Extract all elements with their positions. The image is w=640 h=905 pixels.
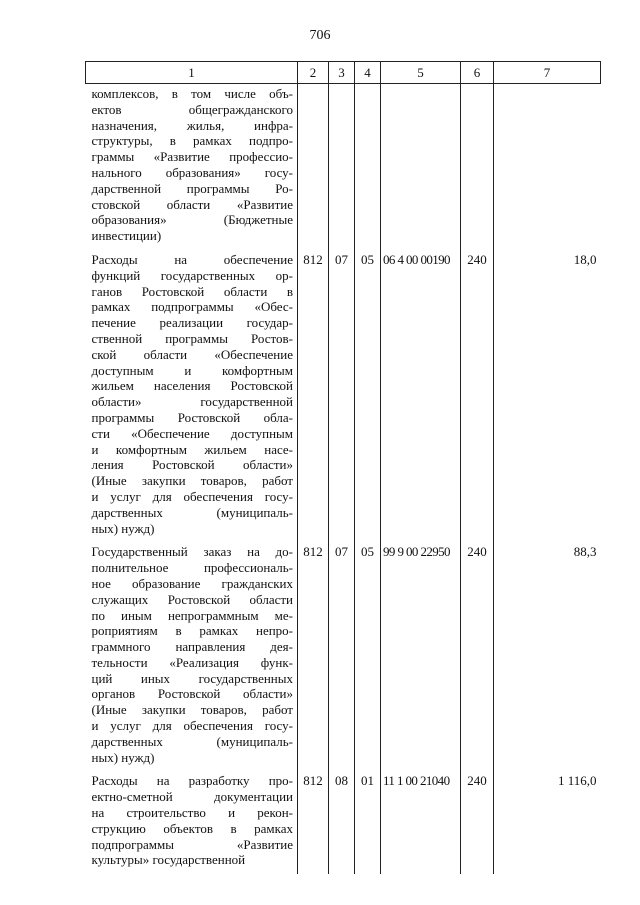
description-line: дарственных (муниципаль- bbox=[91, 733, 293, 749]
row-expense-type-code: 240 bbox=[461, 250, 494, 542]
header-col-1: 1 bbox=[86, 62, 298, 84]
description-line: рамках подпрограммы «Обес- bbox=[91, 299, 293, 315]
description-line: Расходы на обеспечение bbox=[91, 251, 293, 267]
description-line: ное образование гражданских bbox=[91, 575, 293, 591]
description-line: функций государственных ор- bbox=[91, 267, 293, 283]
row-amount: 88,3 bbox=[573, 544, 597, 560]
description-line: ственной программы Ростов- bbox=[91, 330, 293, 346]
description-line: ления Ростовской области» bbox=[91, 457, 293, 473]
row-ministry-code: 812 bbox=[298, 771, 329, 874]
description-line: тельности «Реализация функ- bbox=[91, 654, 293, 670]
row-section-code: 07 bbox=[329, 250, 355, 542]
description-line: по иным непрограммным ме- bbox=[91, 607, 293, 623]
description-line: сти «Обеспечение доступным bbox=[91, 425, 293, 441]
description-line: и услуг для обеспечения госу- bbox=[91, 488, 293, 504]
description-line: ных) нужд) bbox=[91, 520, 155, 536]
description-line: нального образования» госу- bbox=[91, 164, 293, 180]
row-amount: 18,0 bbox=[573, 251, 597, 267]
page-number: 706 bbox=[309, 28, 331, 43]
row-description bbox=[86, 542, 298, 771]
description-line: органов Ростовской области» bbox=[91, 686, 293, 702]
header-col-4: 4 bbox=[355, 62, 381, 84]
table-row bbox=[86, 542, 601, 771]
description-line: и услуг для обеспечения госу- bbox=[91, 718, 293, 734]
description-line: структуры, в рамках подпро- bbox=[91, 133, 293, 149]
row-ministry-code: 812 bbox=[298, 250, 329, 542]
description-line: жильем населения Ростовской bbox=[91, 378, 293, 394]
row-ministry-code: 812 bbox=[298, 542, 329, 771]
row-section-code: 08 bbox=[329, 771, 355, 874]
table-body bbox=[86, 84, 601, 875]
description-line: служащих Ростовской области bbox=[91, 591, 293, 607]
description-line: печение реализации государ- bbox=[91, 315, 293, 331]
table-row bbox=[86, 84, 601, 250]
description-line: на строительство и рекон- bbox=[91, 805, 293, 821]
description-line: доступным и комфортным bbox=[91, 362, 293, 378]
header-col-3: 3 bbox=[329, 62, 355, 84]
row-description bbox=[86, 84, 298, 250]
row-expense-type-code: 240 bbox=[461, 542, 494, 771]
row-section-code bbox=[329, 84, 355, 250]
row-target-article-code: 06 4 00 00190 bbox=[381, 250, 461, 542]
row-target-article-code: 99 9 00 22950 bbox=[381, 542, 461, 771]
description-line: ектно-сметной документации bbox=[91, 789, 293, 805]
row-amount: 1 116,0 bbox=[557, 773, 597, 789]
row-subsection-code bbox=[355, 84, 381, 250]
description-line: ганов Ростовской области в bbox=[91, 283, 293, 299]
description-line: образования» (Бюджетные bbox=[91, 212, 293, 228]
description-line: ций иных государственных bbox=[91, 670, 293, 686]
row-subsection-code: 05 bbox=[355, 542, 381, 771]
description-line: области» государственной bbox=[91, 394, 293, 410]
row-target-article-code bbox=[381, 84, 461, 250]
row-description bbox=[86, 250, 298, 542]
description-line: программы Ростовской обла- bbox=[91, 409, 293, 425]
header-col-7: 7 bbox=[494, 62, 601, 84]
description-line: полнительное профессиональ- bbox=[91, 560, 293, 576]
description-line: ных) нужд) bbox=[91, 749, 155, 765]
description-line: культуры» государственной bbox=[91, 852, 246, 868]
description-line: инвестиции) bbox=[91, 228, 162, 244]
row-expense-type-code bbox=[461, 84, 494, 250]
description-line: (Иные закупки товаров, работ bbox=[91, 473, 293, 489]
row-section-code: 07 bbox=[329, 542, 355, 771]
header-col-6: 6 bbox=[461, 62, 494, 84]
row-amount bbox=[494, 84, 601, 250]
table-row bbox=[86, 250, 601, 542]
row-subsection-code: 05 bbox=[355, 250, 381, 542]
description-line: подпрограммы «Развитие bbox=[91, 836, 293, 852]
row-expense-type-code: 240 bbox=[461, 771, 494, 874]
description-line: граммы «Развитие профессио- bbox=[91, 149, 293, 165]
table-header-row bbox=[86, 62, 601, 84]
description-line: комплексов, в том числе объ- bbox=[91, 86, 293, 101]
description-line: назначения, жилья, инфра- bbox=[91, 117, 293, 133]
description-line: и комфортным жильем насе- bbox=[91, 441, 293, 457]
description-line: дарственной программы Ро- bbox=[91, 180, 293, 196]
row-subsection-code: 01 bbox=[355, 771, 381, 874]
description-line: стовской области «Развитие bbox=[91, 196, 293, 212]
description-line: (Иные закупки товаров, работ bbox=[91, 702, 293, 718]
description-line: струкцию объектов в рамках bbox=[91, 820, 293, 836]
row-ministry-code bbox=[298, 84, 329, 250]
description-line: дарственных (муниципаль- bbox=[91, 504, 293, 520]
description-line: Расходы на разработку про- bbox=[91, 773, 293, 789]
description-line: роприятиям в рамках непро- bbox=[91, 623, 293, 639]
budget-table bbox=[85, 61, 601, 874]
description-line: ектов общегражданского bbox=[91, 101, 293, 117]
header-col-2: 2 bbox=[298, 62, 329, 84]
description-line: ской области «Обеспечение bbox=[91, 346, 293, 362]
header-col-5: 5 bbox=[381, 62, 461, 84]
table-row bbox=[86, 771, 601, 874]
description-line: граммного направления дея- bbox=[91, 639, 293, 655]
row-target-article-code: 11 1 00 21040 bbox=[381, 771, 461, 874]
description-line: Государственный заказ на до- bbox=[91, 544, 293, 560]
row-description bbox=[86, 771, 298, 874]
